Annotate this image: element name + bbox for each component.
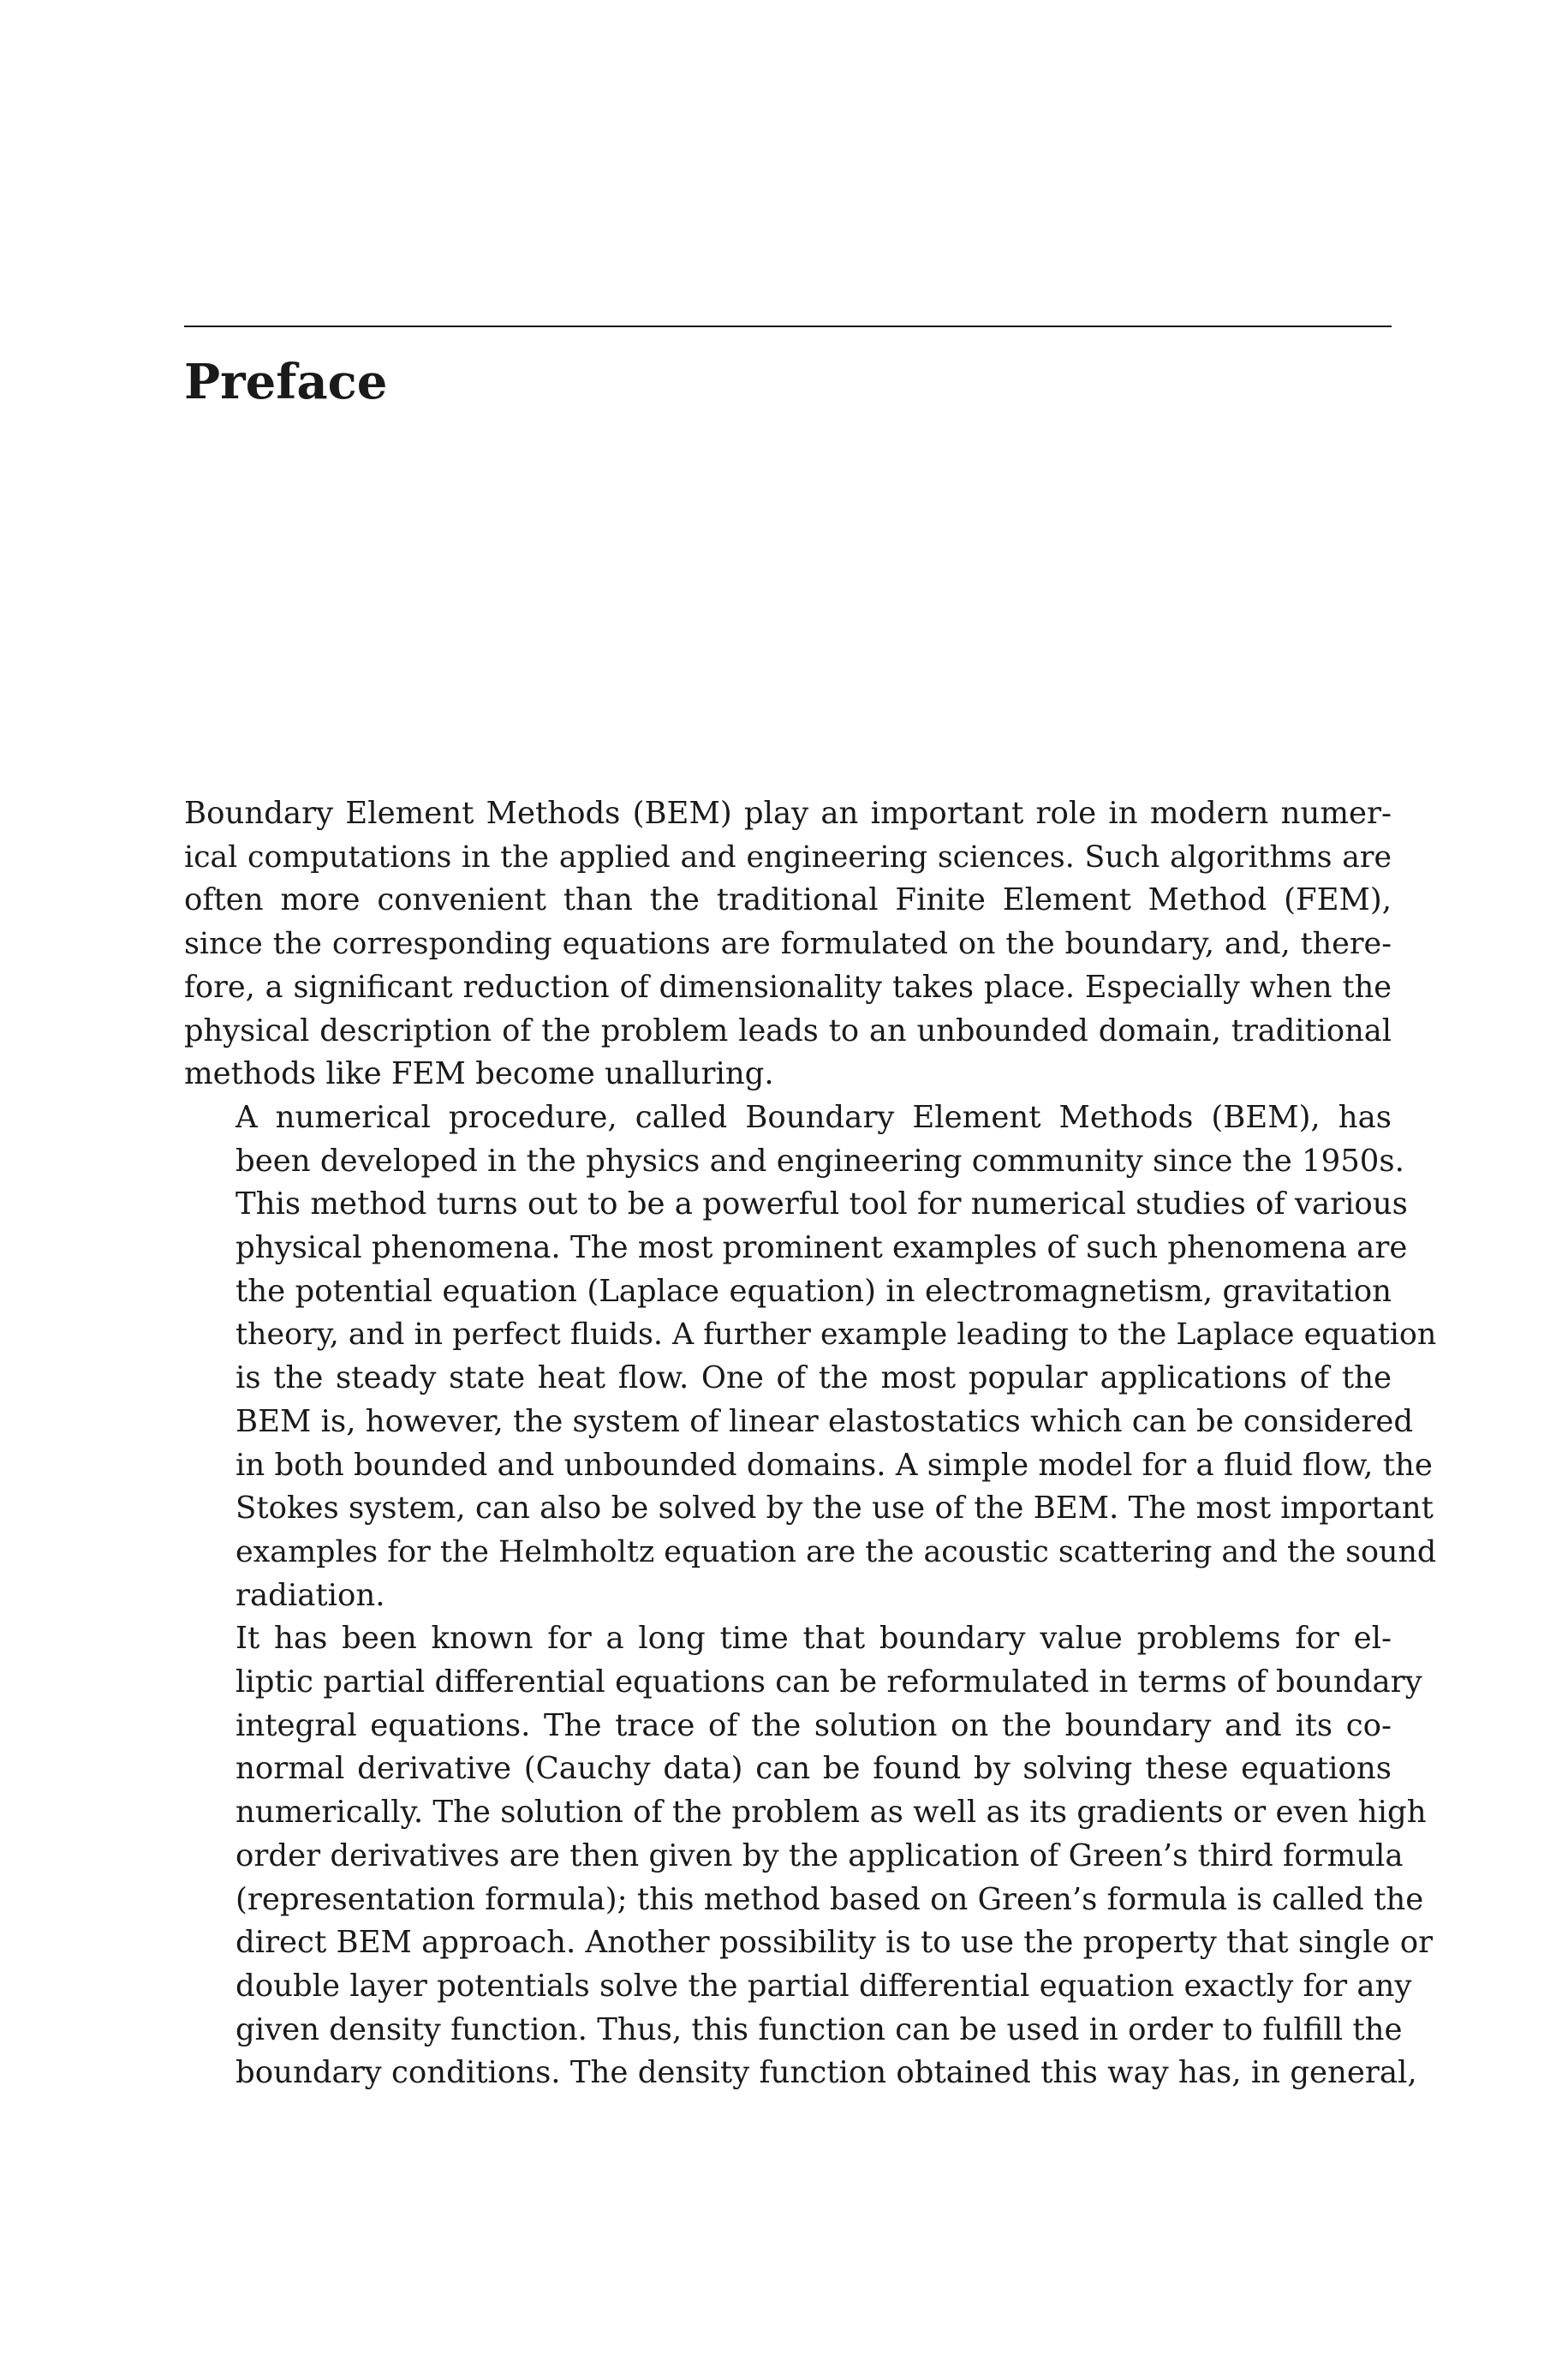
text-line: since the corresponding equations are formulated on the boundary, and, there-	[184, 927, 1392, 962]
preface-body	[184, 792, 1437, 2095]
chapter-rule	[184, 326, 1392, 327]
text-line: given density function. Thus, this function can be used in order to fulfill the	[235, 2011, 1403, 2047]
text-line: theory, and in perfect fluids. A further example leading to the Laplace equation	[235, 1317, 1437, 1353]
text-line: integral equations. The trace of the solution on the boundary and its co-	[235, 1707, 1392, 1743]
text-line: been developed in the physics and engineering community since the 1950s.	[235, 1143, 1404, 1179]
text-line: the potential equation (Laplace equation) in electromagnetism, gravitation	[235, 1273, 1392, 1309]
text-line: A numerical procedure, called Boundary Element Methods (BEM), has	[235, 1099, 1392, 1135]
text-line: often more convenient than the traditional Finite Element Method (FEM),	[184, 882, 1392, 918]
text-line: is the steady state heat flow. One of the most popular applications of the	[235, 1360, 1392, 1396]
text-line: radiation.	[235, 1577, 385, 1613]
text-line: ical computations in the applied and engineering sciences. Such algorithms are	[184, 839, 1392, 875]
text-line: double layer potentials solve the partial differential equation exactly for any	[235, 1968, 1412, 2004]
paragraph-1	[184, 792, 1392, 1096]
text-line: Boundary Element Methods (BEM) play an important role in modern numer-	[184, 796, 1392, 831]
text-line: It has been known for a long time that boundary value problems for el-	[235, 1621, 1392, 1657]
text-line: order derivatives are then given by the application of Green’s third formula	[235, 1837, 1404, 1873]
chapter-title: Preface	[184, 354, 388, 410]
text-line: examples for the Helmholtz equation are the acoustic scattering and the sound	[235, 1534, 1437, 1569]
text-line: methods like FEM become unalluring.	[184, 1056, 774, 1092]
text-line: (representation formula); this method based on Green’s formula is called the	[235, 1881, 1424, 1917]
text-line: numerically. The solution of the problem as well as its gradients or even high	[235, 1795, 1427, 1831]
paragraph-3	[184, 1617, 1434, 2095]
text-line: direct BEM approach. Another possibility is to use the property that single or	[235, 1925, 1434, 1961]
text-line: liptic partial differential equations can be reformulated in terms of boundary	[235, 1664, 1422, 1700]
text-line: Stokes system, can also be solved by the use of the BEM. The most important	[235, 1491, 1434, 1527]
text-line: normal derivative (Cauchy data) can be found by solving these equations	[235, 1751, 1392, 1787]
paragraph-2	[184, 1096, 1437, 1617]
text-line: This method turns out to be a powerful tool for numerical studies of various	[235, 1186, 1408, 1222]
text-line: fore, a significant reduction of dimensionality takes place. Especially when the	[184, 969, 1392, 1005]
text-line: physical description of the problem leads to an unbounded domain, traditional	[184, 1013, 1392, 1049]
text-line: boundary conditions. The density function obtained this way has, in general,	[235, 2055, 1417, 2091]
text-line: in both bounded and unbounded domains. A simple model for a fluid flow, the	[235, 1447, 1433, 1483]
text-line: BEM is, however, the system of linear elastostatics which can be considered	[235, 1403, 1414, 1439]
text-line: physical phenomena. The most prominent examples of such phenomena are	[235, 1230, 1408, 1266]
